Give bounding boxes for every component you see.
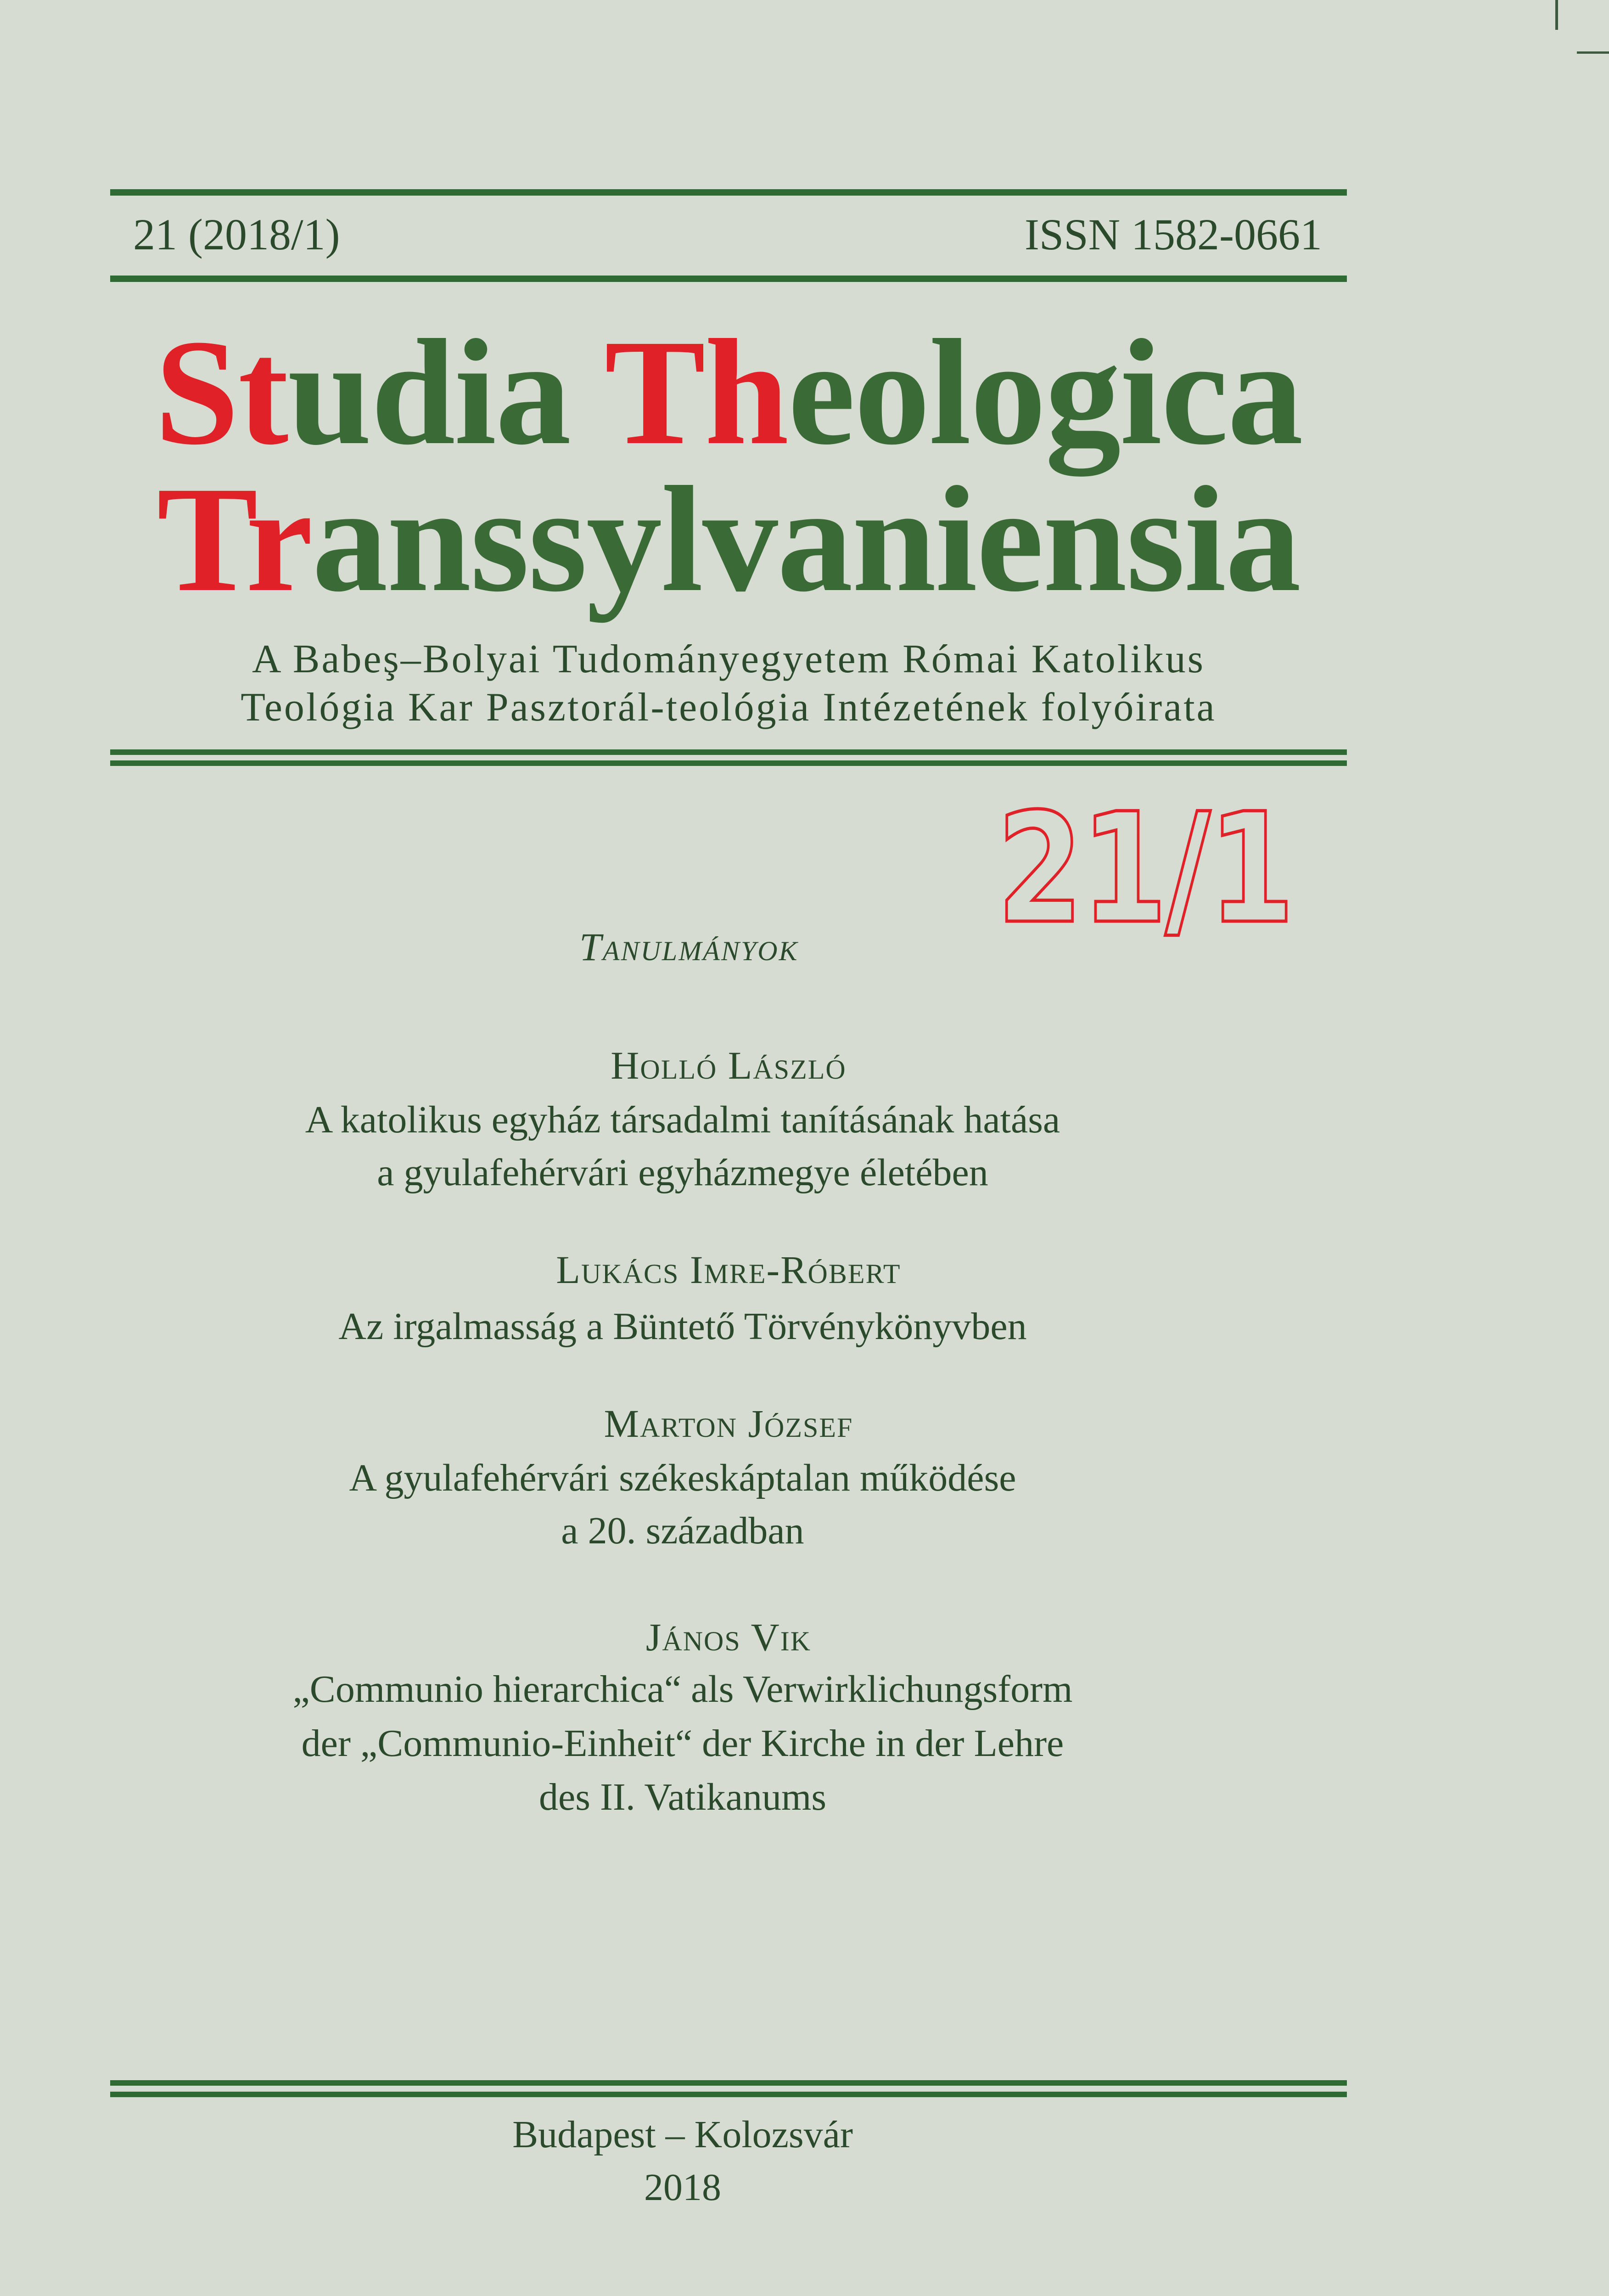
article-1-title-line-1: A katolikus egyház társadalmi tanításának hatása <box>305 1098 1060 1141</box>
article-1-title-line-2: a gyulafehérvári egyházmegye életében <box>377 1151 988 1194</box>
title-anssylvaniensia: anssylvaniensia <box>312 456 1301 623</box>
article-4-title-line-3: des II. Vatikanums <box>538 1776 827 1818</box>
issn-label: ISSN 1582-0661 <box>1024 210 1322 259</box>
subtitle-line-2: Teológia Kar Pasztorál-teológia Intézetének folyóirata <box>241 685 1217 730</box>
article-4-title-line-2: der „Communio-Einheit“ der Kirche in der Lehre <box>301 1722 1064 1765</box>
article-2-title-line-1: Az irgalmasság a Büntető Törvénykönyvben <box>338 1305 1027 1348</box>
title-tr: Tr <box>157 456 312 623</box>
article-3-title-line-1: A gyulafehérvári székeskáptalan működése <box>349 1457 1016 1499</box>
footer-rule-lower <box>110 2092 1347 2097</box>
article-2-author: Lukács Imre-Róbert <box>556 1248 901 1292</box>
title-udia: udia <box>287 309 605 476</box>
journal-title-line-2 <box>110 456 1347 623</box>
header-rule <box>110 276 1347 282</box>
footer-place: Budapest – Kolozsvár <box>512 2113 853 2156</box>
title-eologica: eologica <box>788 309 1302 476</box>
subtitle-line-1: A Babeş–Bolyai Tudományegyetem Római Katolikus <box>252 637 1205 681</box>
issue-number-badge: 21/1 <box>996 781 1292 957</box>
subtitle-rule-lower <box>110 760 1347 766</box>
footer-rule-upper <box>110 2080 1347 2086</box>
journal-title-line-1 <box>110 309 1347 476</box>
article-4-author: János Vik <box>645 1615 812 1659</box>
issue-label: 21 (2018/1) <box>133 210 340 259</box>
top-rule <box>110 189 1347 196</box>
subtitle-rule-upper <box>110 749 1347 755</box>
crop-mark-top-horizontal <box>1577 51 1609 54</box>
article-3-title-line-2: a 20. században <box>561 1509 804 1552</box>
section-heading: Tanulmányok <box>579 925 799 969</box>
footer-year: 2018 <box>644 2166 721 2209</box>
article-4-title-line-1: „Communio hierarchica“ als Verwirklichungsform <box>292 1668 1073 1711</box>
article-1-author: Holló László <box>611 1043 847 1087</box>
title-st: St <box>155 309 288 476</box>
crop-mark-top-vertical <box>1555 0 1558 30</box>
article-3-author: Marton József <box>604 1401 853 1446</box>
title-th: Th <box>604 309 788 476</box>
